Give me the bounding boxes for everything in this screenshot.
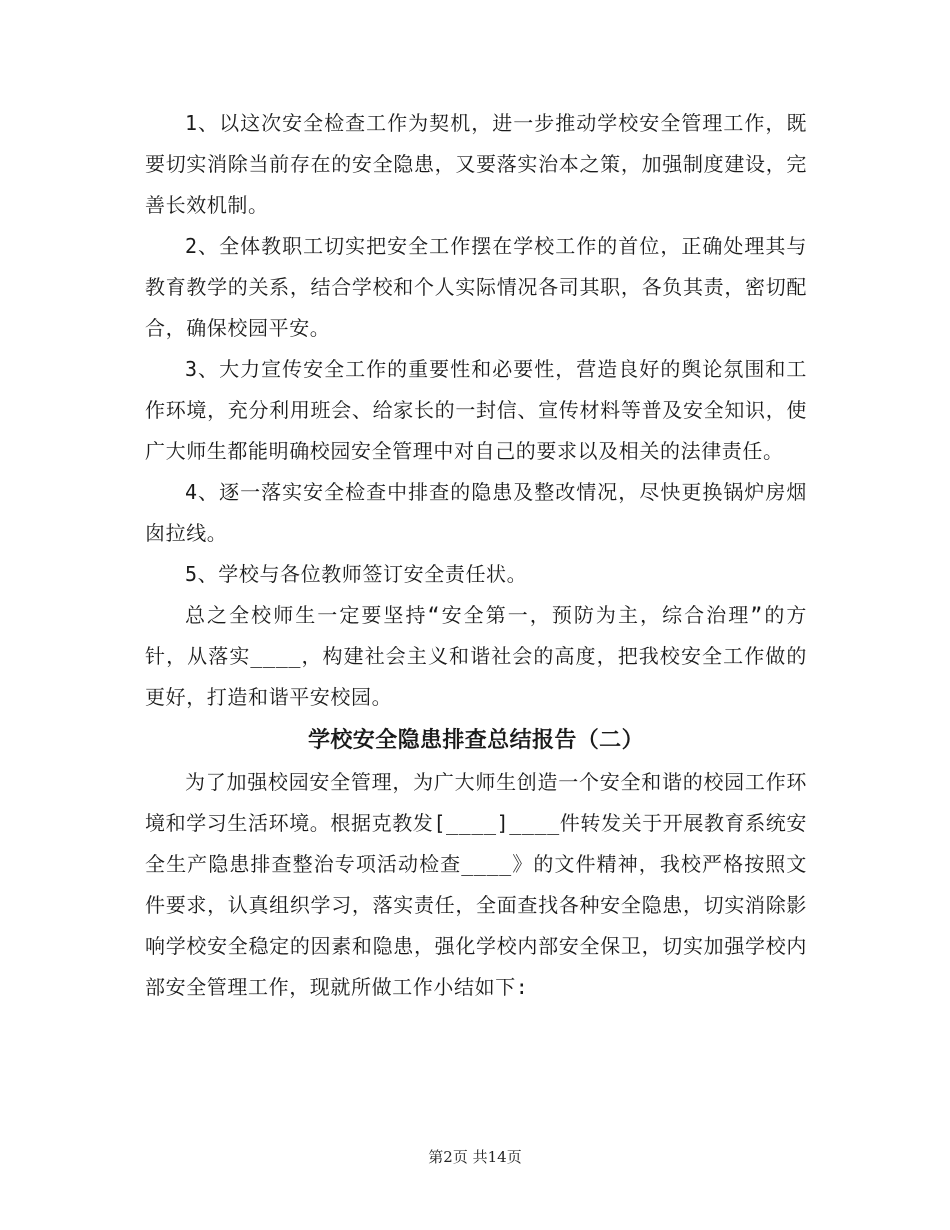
intro-paragraph: 为了加强校园安全管理，为广大师生创造一个安全和谐的校园工作环境和学习生活环境。根据克教发[____]____件转发关于开展教育系统安全生产隐患排查整治专项活动检查____》的文件精神，我校严格按照文件要求，认真组织学习，落实责任，全面查找各种安全隐患，切实消除影响学校安全稳定的因素和隐患，强化学校内部安全保卫，切实加强学校内部安全管理工作，现就所做工作小结如下:: [145, 770, 808, 999]
section-title: 学校安全隐患排查总结报告（二）: [307, 727, 644, 753]
document-body: [145, 103, 807, 1008]
conclusion-paragraph: 总之全校师生一定要坚持“安全第一，预防为主，综合治理”的方针，从落实____，构建社会主义和谐社会的高度，把我校安全工作做的更好，打造和谐平安校园。: [145, 603, 807, 709]
page-number: 第2页 共14页: [428, 1148, 522, 1166]
list-item-3: 3、大力宣传安全工作的重要性和必要性，营造良好的舆论氛围和工作环境，充分利用班会、给家长的一封信、宣传材料等普及安全知识，使广大师生都能明确校园安全管理中对自己的要求以及相关的法律责任。: [145, 357, 807, 463]
list-item-2: 2、全体教职工切实把安全工作摆在学校工作的首位，正确处理其与教育教学的关系，结合学校和个人实际情况各司其职，各负其责，密切配合，确保校园平安。: [145, 234, 807, 340]
list-item-1: 1、以这次安全检查工作为契机，进一步推动学校安全管理工作，既要切实消除当前存在的安全隐患，又要落实治本之策，加强制度建设，完善长效机制。: [145, 111, 807, 217]
list-item-4: 4、逐一落实安全检查中排查的隐患及整改情况，尽快更换锅炉房烟囱拉线。: [145, 480, 807, 545]
list-item-5: 5、学校与各位教师签订安全责任状。: [185, 562, 528, 586]
